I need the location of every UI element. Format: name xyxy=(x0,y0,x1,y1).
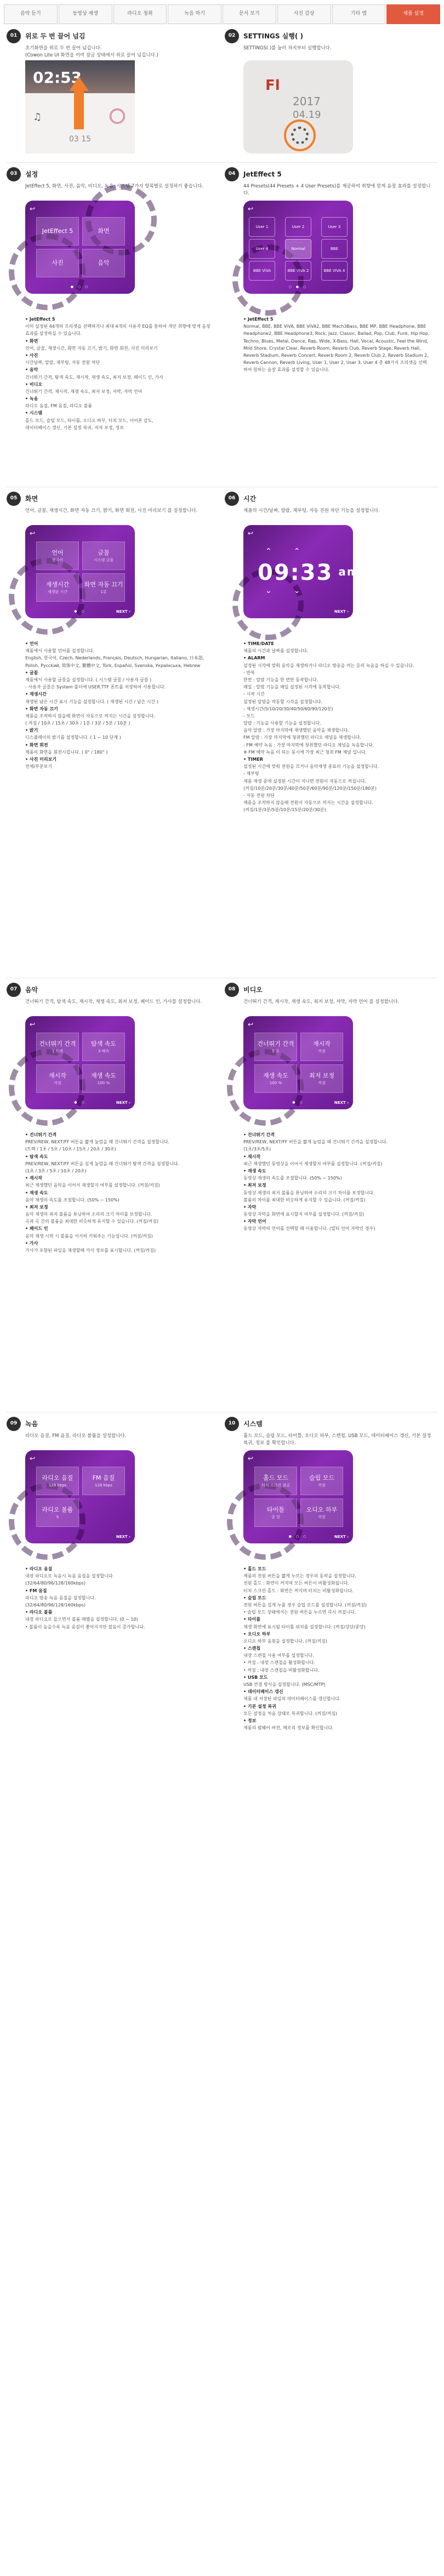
list-item-text: 재생된 남은 시간 표시 기능을 설정합니다. ( 재생된 시간 / 남은 시간 ) xyxy=(25,699,158,704)
display-screen xyxy=(25,525,135,618)
step-desc: 초기화면을 위로 두 번 끌어 넘깁니다. xyxy=(25,45,102,51)
list-item-text: 제품에서 사용할 언어를 설정합니다. xyxy=(25,648,95,654)
list-item-title: • 페이드 인 xyxy=(25,1226,48,1232)
tile-resume[interactable] xyxy=(36,1064,79,1093)
tile-label: 언어 xyxy=(52,549,64,557)
step-title: 녹음 xyxy=(25,1420,38,1428)
list-item-text: 가사가 포함된 파일을 재생할때 가사 정보를 표시합니다. (꺼짐/켜짐) xyxy=(25,1248,156,1253)
tile-label: 탐색 속도 xyxy=(90,1040,116,1048)
list-item-title: • 슬립 모드 xyxy=(243,1595,266,1600)
back-arrow-icon[interactable]: ↩ xyxy=(30,529,36,537)
tile-label: 라디오 음질 xyxy=(42,1474,73,1482)
section-05 xyxy=(7,491,215,614)
list-item-text: 동영상 자막을 화면에 표시할지 여부를 설정합니다. (꺼짐/켜짐) xyxy=(243,1212,364,1217)
section-02 xyxy=(225,29,433,121)
nav-tab-3[interactable]: 녹음 하기 xyxy=(168,4,221,24)
list-item-text: PREV/REW, NEXT/FF 버튼을 짧게 눌렀을 때 건너뛰기 간격을 설정합니다. xyxy=(25,1139,170,1145)
list-item-text: 알람 : 기능을 사용할 기능을 설정합니다. xyxy=(243,721,321,726)
preset-user4[interactable]: User 4 xyxy=(249,239,275,259)
step-title: 시스템 xyxy=(243,1420,263,1428)
list-item-text: 제품의 화면을 회전시킵니다. ( 0° / 180° ) xyxy=(25,749,108,755)
section-06 xyxy=(225,491,433,614)
step-title: SETTINGS 실행( ) xyxy=(243,32,303,40)
section-04 xyxy=(225,167,433,289)
list-item-text: 모든 설정을 처음 상태로 복귀합니다. (꺼짐/켜짐) xyxy=(243,1711,338,1716)
tile-label: 최저 보정 xyxy=(309,1072,334,1080)
list-item-title: • USB 모드 xyxy=(243,1674,268,1680)
list-item-title: • 사진 xyxy=(25,352,38,358)
record-screen xyxy=(25,1450,135,1543)
list-item-title: • 화면 xyxy=(25,338,38,344)
time-picker[interactable]: 09 : 33 am xyxy=(258,556,360,590)
back-arrow-icon[interactable]: ↩ xyxy=(30,1021,36,1028)
preset-normal[interactable]: Normal xyxy=(285,239,311,259)
tile-value: 1 트랙 xyxy=(52,1049,64,1054)
list-item-text: 건너뛰기 간격, 재시작, 재생 속도, 최저 보정, 자막, 자막 언어 xyxy=(25,389,143,394)
tile-label: 재생 속도 xyxy=(90,1072,116,1080)
back-arrow-icon[interactable]: ↩ xyxy=(248,529,254,537)
nav-tab-0[interactable]: 음악 듣기 xyxy=(4,4,58,24)
tile-sleep[interactable] xyxy=(300,1467,343,1495)
list-item-title: • 재생시간 xyxy=(25,692,47,697)
tile-value: 꺼짐 xyxy=(318,1515,326,1520)
down-arrow-icon[interactable]: ⌄ ⌄ xyxy=(265,586,300,595)
list-item-title: • 화면 자동 끄기 xyxy=(25,706,58,711)
list-item-text: 오디오 하부 음원을 설정합니다. (꺼짐/켜짐) xyxy=(243,1638,328,1644)
list-item-title: • 자막 xyxy=(243,1204,257,1210)
step-number: 07 xyxy=(7,983,21,997)
next-button[interactable]: NEXT › xyxy=(116,1101,130,1105)
list-item-text: 음악 재생의 속도를 조절합니다. (50% ~ 150%) xyxy=(25,1197,119,1202)
step-desc: 44 Presets(44 Presets + 4 User Presets)를 제공하여 취향에 맞게 음장 효과를 설정합니다. xyxy=(243,184,431,197)
list-item-text: (32/64/80/96/128/160kbps) xyxy=(25,1581,86,1586)
step-title: 화면 xyxy=(25,494,38,503)
settings-screen xyxy=(25,201,135,294)
section-09 xyxy=(7,1416,215,1540)
tile-value: 터치 스크린 잠금 xyxy=(261,1483,290,1488)
list-item-title: • 타이틀 xyxy=(243,1617,261,1622)
list-item-text: 설정된 알람을 작동할 시각을 설정합니다. xyxy=(243,699,323,704)
tile-auto-off[interactable] xyxy=(82,573,125,602)
preset-user2[interactable]: User 2 xyxy=(285,217,311,237)
page-dots: ● ○ ○ xyxy=(70,284,90,289)
minute-value: 33 xyxy=(300,560,333,585)
list-item-text: 전원 버튼을 길게 누를 경우 슬립 모드를 설정합니다. (꺼짐/켜짐) xyxy=(243,1602,367,1608)
list-item-title: • 시스템 xyxy=(25,411,43,416)
list-item-title: • ALARM xyxy=(243,656,265,661)
step-number: 02 xyxy=(225,29,239,43)
tile-audio[interactable] xyxy=(300,1498,343,1527)
tile-fm-quality[interactable] xyxy=(82,1467,125,1495)
section-08-list xyxy=(243,1131,430,1233)
list-item-title: • 글꼴 xyxy=(25,670,38,675)
preset-bbe[interactable]: BBE xyxy=(321,239,348,259)
page-dots: ○ ● ○ xyxy=(288,284,308,289)
list-item-text: 동영상 재생의 속도를 조절합니다. (50% ~ 150%) xyxy=(243,1176,342,1181)
nav-tab-1[interactable]: 동영상 재생 xyxy=(59,4,112,24)
section-03-list xyxy=(25,316,212,431)
list-item-text: 언어, 글꼴, 재생시간, 화면 자동 끄기, 밝기, 화면 회전, 사진 미리보기 xyxy=(25,345,158,351)
list-item-text: FM 알람 : 가장 마지막에 청취했던 라디오 채널을 재생합니다. xyxy=(243,735,361,740)
step-title: 비디오 xyxy=(243,985,263,994)
list-item-text: ( 켜짐 / 10초 / 15초 / 30초 / 1분 / 3분 / 5분 / 10분 ) xyxy=(25,721,130,726)
list-item-title: • 재생 속도 xyxy=(25,1190,48,1195)
section-03 xyxy=(7,167,215,289)
list-item-text: 음악 알람 : 가장 마지막에 재생했던 음악을 재생합니다. xyxy=(243,728,350,733)
step-desc: 건너뛰기 간격, 탐색 속도, 재시작, 재생 속도, 최저 보정, 페이드 인, 가사를 설정합니다. xyxy=(25,999,202,1005)
hour-value: 09 xyxy=(258,560,291,585)
list-item-text: 재생 화면에 표시될 타이틀 위치를 설정합니다. (꺼짐/상단/중앙) xyxy=(243,1624,366,1629)
video-screen xyxy=(243,1016,353,1109)
step-title: 설정 xyxy=(25,170,38,178)
list-item-text: 내장 라디오로 들으면서 볼륨 레벨을 설정합니다. (0 ~ 10) xyxy=(25,1617,138,1622)
list-item-title: • 라디오 음질 xyxy=(25,1566,53,1571)
list-item-text: 설정된 시각에 맞춰 음악을 재생하거나 라디오 방송을 켜는 등의 녹음을 하실 수 있습니다. xyxy=(243,663,414,668)
step-desc: 홀드 모드, 슬립 모드, 타이틀, 오디오 하부, 스캔칩, USB 모드, 데이터베이스 갱신, 기본 설정 복귀, 정보 를 확인합니다. xyxy=(243,1433,431,1446)
section-07 xyxy=(7,982,215,1105)
tile-radio-quality[interactable] xyxy=(36,1467,79,1495)
list-item-title: • 언어 xyxy=(25,641,38,646)
tile-speed[interactable] xyxy=(254,1064,297,1093)
tile-seek[interactable] xyxy=(82,1033,125,1061)
list-item-text: 이미 설정된 44개의 프리셋을 선택하거나 최대 4개의 사용자 EQ를 통하여 개인 취향에 맞게 음장 효과를 설정하실 수 있습니다. xyxy=(25,324,210,337)
tile-skip[interactable] xyxy=(254,1033,297,1061)
list-item-text: 제품의 펌웨어 버전, 메모리 정보를 확인합니다. xyxy=(243,1725,334,1731)
tile-value: 128 kbps xyxy=(48,1483,67,1488)
back-arrow-icon[interactable]: ↩ xyxy=(248,205,254,213)
tile-label: 건너뛰기 간격 xyxy=(39,1040,76,1048)
tile-value: 켜짐 xyxy=(318,1049,326,1054)
arrow-up-icon xyxy=(69,77,89,132)
list-item-text: 건너뛰기 간격, 탐색 속도, 재시작, 재생 속도, 최저 보정, 페이드 인, 가사 xyxy=(25,374,163,380)
back-arrow-icon[interactable]: ↩ xyxy=(30,1455,36,1462)
list-item-text: 최근 재생했던 음악을 이어서 재생할지 여부를 설정합니다. (꺼짐/켜짐) xyxy=(25,1183,160,1188)
list-item-text: 동영상 자막의 언어를 선택할 때 이용합니다. (멀티 언어 자막인 경우) xyxy=(243,1226,375,1232)
list-item-text: (꺼짐/1분/3분/5분/10분/15분/20분/30분) xyxy=(243,807,326,813)
list-item-text: ※ FM 예약 녹음 이 되는 동시에 가장 최근 청취 FM 채널 입니다. xyxy=(243,749,367,755)
step-title: 시간 xyxy=(243,494,257,503)
step-number: 10 xyxy=(225,1417,239,1431)
list-item-title: • 최저 보정 xyxy=(243,1183,266,1188)
brand-logo: Fl xyxy=(265,77,280,94)
tile-label: 건너뛰기 간격 xyxy=(257,1040,294,1048)
preset-user3[interactable]: User 3 xyxy=(321,217,348,237)
list-item-text: 내장 스캔칩 사용 여부를 설정합니다. xyxy=(243,1653,314,1659)
tile-photo[interactable]: 사진 xyxy=(36,249,79,277)
list-item-text: 전원 홀드 : 화면이 꺼지며 모든 버튼이 비활성화됩니다. xyxy=(243,1581,350,1586)
tile-label: 타이틀 xyxy=(267,1506,284,1514)
list-item-title: • 라디오 볼륨 xyxy=(25,1610,53,1615)
gear-icon xyxy=(110,109,125,124)
list-item-text: 제품 재생 중에 설정된 시간이 지나면 전원이 자동으로 꺼집니다. xyxy=(243,778,366,784)
tile-resume[interactable] xyxy=(300,1033,343,1061)
page-dots: ● ○ xyxy=(292,1100,304,1104)
tile-label: 글꼴 xyxy=(98,549,110,557)
tile-value: 한국어 xyxy=(52,558,64,563)
tile-hold[interactable] xyxy=(254,1467,297,1495)
music-icon: ♫ xyxy=(33,111,42,123)
list-item-text: 데이터베이스 갱신, 기본 설정 복귀, 저자 보정, 정보 xyxy=(25,425,124,430)
time-screen xyxy=(243,525,360,618)
step-desc: 언어, 글꼴, 재생시간, 화면 자동 끄기, 밝기, 화면 회전, 사진 미리보기 를 설정합니다. xyxy=(25,508,198,514)
list-item-text: 내장 라디오로 녹음시 녹음 음질을 설정합니다. xyxy=(25,1574,115,1579)
top-navigation xyxy=(3,0,441,24)
list-item-text: - 재부팅 xyxy=(243,771,259,777)
list-item-text: PREV/REW, NEXT/FF 버튼을 짧게 눌렀을 때 건너뛰기 간격을 설정합니다. xyxy=(243,1139,388,1145)
list-item-text: 설정된 시간에 맞춰 전원을 끄거나 음악재생 종료의 기능을 설정합니다. xyxy=(243,764,379,770)
section-05-list xyxy=(25,640,212,770)
list-item-text: (1초 / 3초 / 5초 / 10초 / 20초) xyxy=(25,1168,87,1173)
list-item-title: • 탐색 속도 xyxy=(25,1154,48,1159)
list-item-title: • TIME/DATE xyxy=(243,641,274,646)
list-item-title: • 화면 회전 xyxy=(25,742,48,748)
list-item-title: • 가사 xyxy=(25,1240,38,1246)
list-item-text: 최근 재생했던 동영상을 이어서 재생할지 여부를 설정합니다. (꺼짐/켜짐) xyxy=(243,1161,383,1166)
up-arrow-icon[interactable]: ⌃ ⌃ xyxy=(265,547,300,556)
list-item-text: (1초/3초/5초) xyxy=(243,1147,271,1152)
nav-tab-6[interactable]: 기타 앱 xyxy=(332,4,386,24)
jeteffect-screen xyxy=(243,201,353,294)
section-01 xyxy=(7,29,215,144)
list-item-text: English, 한국어, Czech, Nederlands, Français, Deutsch, Hungarian, Italiano, 日本語, Polish, Pycckий, 简体中文, 繁體中文, Türk, Español, Svenska, Українська, Hebrew xyxy=(25,656,204,668)
step-title: 음악 xyxy=(25,985,38,994)
step-number: 09 xyxy=(7,1417,21,1431)
step-desc: 라디오 음질, FM 음질, 라디오 볼륨을 설정합니다. xyxy=(25,1433,127,1439)
list-item-text: (트랙 / 1초 / 5초 / 10초 / 15초 / 20초 / 30초) xyxy=(25,1147,116,1152)
list-item-text: - 모드 xyxy=(243,713,255,719)
list-item-text: - 반복 xyxy=(243,670,255,675)
list-item-title: • JetEffect 5 xyxy=(25,317,55,322)
tile-value: 128 kbps xyxy=(94,1483,113,1488)
nav-tab-5[interactable]: 사진 감상 xyxy=(277,4,331,24)
preset-bbe-viva4[interactable]: BBE ViVA 4 xyxy=(321,261,348,281)
tile-radio-volume[interactable] xyxy=(36,1498,79,1527)
next-button[interactable]: NEXT › xyxy=(334,609,349,614)
step-desc: 제품의 시간/날짜, 알람, 재부팅, 자동 전원 차단 기능을 설정합니다. xyxy=(243,508,380,514)
list-item-text: 제품의 시간과 날짜를 설정합니다. xyxy=(243,648,309,654)
music-screen xyxy=(25,1016,135,1109)
tile-value: 5 초 xyxy=(272,1049,280,1054)
settings-icon[interactable] xyxy=(284,119,316,151)
list-item-title: • 건너뛰기 간격 xyxy=(25,1132,57,1137)
tile-label: FM 음질 xyxy=(92,1474,115,1482)
list-item-title: • 건너뛰기 간격 xyxy=(243,1132,275,1137)
tile-font[interactable] xyxy=(82,542,125,570)
list-item-text: 음악 재생의 최저 볼륨을 튜닝하여 소리의 크기 차이를 보정합니다. xyxy=(25,1212,152,1217)
system-screen xyxy=(243,1450,353,1543)
tile-music[interactable]: 음악 xyxy=(82,249,125,277)
tile-value: 3 배속 xyxy=(98,1049,110,1054)
date-text: 04.19 xyxy=(293,109,321,121)
list-item-text: Normal, BBE, BBE ViVA, BBE ViVA2, BBE Mach3Bass, BBE MP, BBE Headphone, BBE Headphone2, BBE Headphone3, Rock, Jazz, Classic, Ballad, Pop, Club, Funk, Hip Hop, Techno, Blues, Metal, Dance, Rap, Wide, X-Bass, Hall, Vocal, Acoustic, Feel the Wind, Mild Shore, Crystal Clear, Reverb Room, Reverb Club, Reverb Stage, Reverb Hall, Reverb Stadium, Reverb Concert, Reverb Room 2, Reverb Club 2, Reverb Stadium 2, Reverb Cannon, Reverb Living, User 1, User 2, User 3, User 4 총 48가지 프리셋을 선택하여 원하는 음장 효과를 설정할 수 있습니다. xyxy=(243,324,430,373)
list-item-text: 제품을 조작하지 않을때 화면이 자동으로 꺼지는 시간을 설정합니다. xyxy=(25,713,155,719)
nav-tab-7[interactable]: 제품 설정 xyxy=(386,4,440,24)
list-item-text: - FM 예약 녹음 : 가장 마지막에 청취했던 라디오 채널을 녹음합니다. xyxy=(243,742,374,748)
list-item-text: 제품에서 사용할 글꼴을 설정합니다. ( 시스템 글꼴 / 사용자 글꼴 ) xyxy=(25,677,152,682)
back-arrow-icon[interactable]: ↩ xyxy=(30,205,36,213)
next-button[interactable]: NEXT › xyxy=(116,609,130,614)
list-item-text: (꺼짐/10분/20분/30분/40분/50분/60분/90분/120분/150분/180분) xyxy=(243,785,377,791)
list-item-text: PREV/REW, NEXT/FF 버튼을 길게 눌렀을 때 건너뛰기 탐색 간격을 설정합니다. xyxy=(25,1161,180,1166)
tile-label: 재생 속도 xyxy=(263,1072,288,1080)
section-10-list xyxy=(243,1565,430,1731)
list-item-text: 터치 스크린 홀드 : 화면은 꺼지며 터치는 비활성화됩니다. xyxy=(243,1588,354,1593)
list-item-text: 동영상 재생의 최저 볼륨을 튜닝하여 소리의 크기 차이를 보정합니다. xyxy=(243,1190,375,1195)
list-item-text: 홀드 모드, 슬립 모드, 타이틀, 오디오 하부, 터치 모드, 이어폰 감도, xyxy=(25,418,153,423)
next-button[interactable]: NEXT › xyxy=(116,1535,130,1540)
step-desc: 건너뛰기 간격, 재시작, 재생 속도, 최저 보정, 자막, 자막 언어 를 설정합니다. xyxy=(243,999,400,1005)
list-item-text: - 시작 시간 xyxy=(243,692,265,697)
page-dots: ● ○ ○ xyxy=(288,1534,308,1538)
list-item-title: • 자막 언어 xyxy=(243,1219,266,1224)
next-button[interactable]: NEXT › xyxy=(334,1101,349,1105)
tile-jeteffect[interactable]: JetEffect 5 xyxy=(36,217,79,246)
list-item-title: • 음악 xyxy=(25,367,38,373)
ampm-value: am xyxy=(338,565,360,578)
list-item-text: - 사용자 글꼴은 System 폴더에 USER.TTF 폰트를 저장하여 사용합니다. xyxy=(25,685,166,690)
list-item-title: • TIMER xyxy=(243,757,263,762)
list-item-title: • 밝기 xyxy=(25,728,38,733)
list-item-text: • 슬립 모드 상태에서는 전원 버튼을 누르면 즉시 켜집니다. xyxy=(243,1610,356,1615)
list-item-text: - 재생시간(5/10/20/30/40/50/60/90/120분) xyxy=(243,706,333,711)
tile-value: 켜짐 xyxy=(318,1081,326,1086)
tile-skip[interactable] xyxy=(36,1033,79,1061)
preset-bbe-viva2[interactable]: BBE ViVA 2 xyxy=(285,261,311,281)
list-item-text: • 볼륨이 높을수록 녹음 음질이 좋아지지만 잡음이 증가합니다. xyxy=(25,1624,145,1629)
list-item-text: 곡과 곡 간의 볼륨을 최대한 비슷하게 유지할 수 있습니다. (꺼짐/켜짐) xyxy=(25,1219,159,1224)
preset-user1[interactable]: User 1 xyxy=(249,217,275,237)
tile-label: 재시작 xyxy=(313,1040,331,1048)
list-item-title: • 정보 xyxy=(243,1718,257,1723)
section-10 xyxy=(225,1416,433,1540)
list-item-title: • 녹음 xyxy=(25,396,38,402)
clock-date: 03 15 xyxy=(69,135,92,144)
step-title: JetEffect 5 xyxy=(243,170,282,178)
list-item-title: • 재시작 xyxy=(243,1154,261,1159)
list-item-text: 시간날짜, 알람, 재부팅, 자동 전원 차단 xyxy=(25,360,100,366)
list-item-text: 디스플레이의 밝기를 설정합니다. ( 1 ~ 10 단계 ) xyxy=(25,735,121,740)
step-title: 위로 두 번 끌어 넘김 xyxy=(25,32,86,40)
step-number: 04 xyxy=(225,167,239,181)
list-item-text: 음악 재생 시작 시 볼륨을 서서히 키워주는 기능입니다. (꺼짐/켜짐) xyxy=(25,1233,153,1239)
list-item-title: • 스캔칩 xyxy=(243,1646,261,1651)
step-number: 01 xyxy=(7,29,21,43)
list-item-text: 매일 : 알람 기능을 매일 설정된 시각에 동작합니다. xyxy=(243,685,341,690)
step-desc-2: (Cowon Lite UI 화면을 이미 잠금 상태에서 위로 끌어 넘깁니다.) xyxy=(25,53,158,59)
step-number: 03 xyxy=(7,167,21,181)
tile-label: 라디오 볼륨 xyxy=(42,1506,73,1514)
preset-bbe-viva[interactable]: BBE ViVA xyxy=(249,261,275,281)
tile-normalize[interactable] xyxy=(300,1064,343,1093)
list-item-title: • JetEffect 5 xyxy=(243,317,274,322)
tile-playtime[interactable] xyxy=(36,573,79,602)
back-arrow-icon[interactable]: ↩ xyxy=(248,1021,254,1028)
tile-language[interactable] xyxy=(36,542,79,570)
list-item-title: • FM 음질 xyxy=(25,1588,47,1593)
tile-display[interactable]: 화면 xyxy=(82,217,125,246)
tile-label: 화면 자동 끄기 xyxy=(84,581,123,589)
device-screen xyxy=(25,60,135,153)
nav-tab-4[interactable]: 문서 보기 xyxy=(223,4,276,24)
tile-label: 홀드 모드 xyxy=(263,1474,288,1482)
section-04-list xyxy=(243,316,430,374)
list-item-title: • 기본 설정 복귀 xyxy=(243,1703,276,1709)
back-arrow-icon[interactable]: ↩ xyxy=(248,1455,254,1462)
tile-value: 켜짐 xyxy=(54,1081,61,1086)
tile-label: 재시작 xyxy=(49,1072,66,1080)
clock-time: 02:53 xyxy=(33,69,82,87)
list-item-title: • 최저 보정 xyxy=(25,1204,48,1210)
list-item-text: - 자동 전원 차단 xyxy=(243,793,275,798)
tile-title[interactable] xyxy=(254,1498,297,1527)
tile-value: 1분 xyxy=(100,590,107,595)
tile-value: 100 % xyxy=(97,1081,110,1086)
tile-value: 100 % xyxy=(269,1081,282,1086)
tile-value: 꺼짐 xyxy=(318,1483,326,1488)
section-07-list xyxy=(25,1131,212,1254)
list-item-text: USB 연결 방식을 설정합니다. (MSC/MTP) xyxy=(243,1682,326,1687)
tile-value: 시스템 글꼴 xyxy=(93,558,114,563)
list-item-title: • 재시작 xyxy=(25,1176,43,1181)
list-item-title: • 재생 속도 xyxy=(243,1168,266,1173)
nav-tab-2[interactable]: 라디오 청취 xyxy=(113,4,167,24)
step-desc: JetEffect 5, 화면, 사진, 음악, 비디오, 녹음, 시스템 7가지 항목별로 설정하기 좋습니다. xyxy=(25,184,203,189)
step-number: 05 xyxy=(7,492,21,506)
list-item-text: 제품 내 저장된 파일의 데이터베이스를 갱신합니다. xyxy=(243,1696,341,1702)
page-dots: ● ○ xyxy=(74,609,86,613)
list-item-text: 볼륨의 차이를 최대한 비슷하게 유지할 수 있습니다. (꺼짐/켜짐) xyxy=(243,1197,366,1202)
list-item-title: • 사진 미리보기 xyxy=(25,757,57,762)
step-number: 06 xyxy=(225,492,239,506)
step-number: 08 xyxy=(225,983,239,997)
list-item-text: 라디오 음질, FM 음질, 라디오 볼륨 xyxy=(25,403,93,409)
tile-speed[interactable] xyxy=(82,1064,125,1093)
tile-value: 중 앙 xyxy=(271,1515,280,1520)
section-06-list xyxy=(243,640,430,814)
list-item-title: • 데이터베이스 갱신 xyxy=(243,1689,283,1695)
section-09-list xyxy=(25,1565,212,1631)
tile-label: 오디오 하부 xyxy=(306,1506,338,1514)
list-item-text: 한번 : 알람 기능을 한 번만 동작합니다. xyxy=(243,677,318,682)
tile-label: 재생시간 xyxy=(45,581,70,589)
next-button[interactable]: NEXT › xyxy=(334,1535,349,1540)
year-text: 2017 xyxy=(293,95,321,108)
tile-value: 재생된 시간 xyxy=(47,590,68,595)
step-desc: SETTINGS( )를 눌러 차지부터 실행합니다. xyxy=(243,45,332,51)
list-item-title: • 홀드 모드 xyxy=(243,1566,266,1571)
list-item-text: • 꺼짐 : 내장 스캔칩을 비활성화합니다. xyxy=(243,1667,320,1673)
list-item-title: • 오디오 하부 xyxy=(243,1631,271,1637)
device-screen xyxy=(243,60,353,153)
list-item-text: 제품의 전원 버튼을 짧게 누르는 경우의 동작을 설정합니다. xyxy=(243,1574,356,1579)
list-item-text: • 켜짐 : 내장 스캔칩을 활성화합니다. xyxy=(243,1660,315,1666)
tile-label: 슬립 모드 xyxy=(309,1474,334,1482)
page-dots: ● ○ xyxy=(74,1100,86,1104)
list-item-text: 전체/부분보기 xyxy=(25,764,53,770)
list-item-text: (32/64/80/96/128/160kbps) xyxy=(25,1602,86,1608)
section-08 xyxy=(225,982,433,1105)
tile-value: 5 xyxy=(56,1515,59,1520)
list-item-text: 제품을 조작하지 않을때 전원이 자동으로 꺼지는 시간을 설정합니다. xyxy=(243,800,373,806)
list-item-title: • 비디오 xyxy=(25,381,43,387)
list-item-text: 라디오 방송 녹음 음질을 설정합니다. xyxy=(25,1595,96,1600)
